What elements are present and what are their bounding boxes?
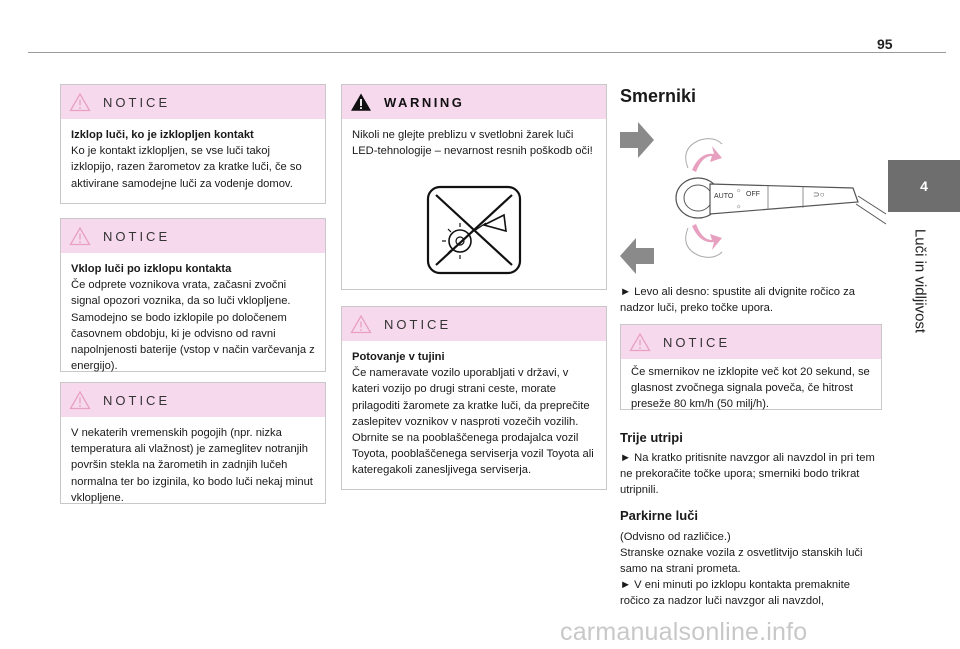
no-looking-at-led-icon	[426, 185, 522, 275]
section-title-three-flashes: Trije utripi	[620, 430, 683, 445]
top-rule	[28, 52, 946, 53]
notice-header	[61, 85, 325, 119]
instruction-text: ► Levo ali desno: spustite ali dvignite ročico za nadzor luči, preko točke upora.	[620, 286, 855, 314]
caution-icon	[629, 332, 651, 352]
svg-text:☼: ☼	[736, 188, 742, 194]
svg-text:AUTO: AUTO	[714, 193, 734, 200]
notice-heading: Izklop luči, ko je izklopljen kontakt	[71, 129, 254, 141]
parking-lights-text-2: Stranske oznake vozila z osvetlitvijo stanskih luči samo na strani prometa.	[620, 547, 863, 575]
notice-box-lights-off	[60, 84, 326, 204]
watermark: carmanualsonline.info	[560, 618, 808, 646]
three-flashes-text: ► Na kratko pritisnite navzgor ali navzdol in pri tem ne prekoračite točke upora; smerniki bodo trikrat utripnili.	[620, 452, 875, 496]
notice-header	[61, 219, 325, 253]
turn-signal-lever-illustration	[618, 118, 888, 278]
section-title-turn-signals: Smerniki	[620, 86, 697, 106]
chapter-title: Luči in vidljivost	[911, 228, 929, 333]
arrow-up-icon	[692, 146, 722, 172]
chapter-number: 4	[920, 178, 928, 194]
notice-box-turn-signal-sound	[620, 324, 882, 410]
warning-label: WARNING	[384, 94, 465, 110]
notice-text: Če smernikov ne izklopite več kot 20 sekund, se glasnost zvočnega signala poveča, če hitrost preseže 80 km/h (50 milj/h).	[631, 366, 870, 411]
svg-text:⊃○: ⊃○	[813, 190, 825, 199]
arrow-down-icon	[692, 224, 722, 250]
svg-text:☼: ☼	[736, 204, 742, 210]
notice-text: V nekaterih vremenskih pogojih (npr. nizka temperatura ali vlažnost) je zameglitev notranjih površin stekla na žarometih in zadnjih lučeh normalna ter bo izginila, ko bodo luči nekaj minut vklopljene.	[71, 427, 313, 504]
arrow-right-icon	[620, 122, 654, 158]
caution-icon	[350, 314, 372, 334]
notice-text: Če odprete voznikova vrata, začasni zvočni signal opozori voznika, da so luči vklopljene. Samodejno se bodo izklopile po določenem časovnem obdobju, ki je odvisno od ravni napolnjenosti baterije (vstop v način varčevanja z energijo).	[71, 279, 315, 373]
notice-label: NOTICE	[103, 392, 171, 408]
arrow-left-icon	[620, 238, 654, 274]
notice-label: NOTICE	[103, 228, 171, 244]
page-number: 95	[877, 36, 893, 52]
caution-icon	[69, 226, 91, 246]
svg-text:OFF: OFF	[746, 191, 760, 198]
warning-header	[342, 85, 606, 119]
notice-heading: Potovanje v tujini	[352, 351, 445, 363]
caution-icon	[69, 92, 91, 112]
notice-label: NOTICE	[663, 334, 731, 350]
notice-header	[342, 307, 606, 341]
notice-text: Če nameravate vozilo uporabljati v državi, v kateri vozijo po drugi strani ceste, morate prilagoditi žaromete za kratke luči, da preprečite zaslepitev voznikov v nasproti vozečih vozilih.	[352, 367, 590, 428]
notice-label: NOTICE	[384, 316, 452, 332]
notice-box-travel-abroad	[341, 306, 607, 490]
parking-lights-text-1: (Odvisno od različice.)	[620, 531, 731, 543]
parking-lights-text-3: ► V eni minuti po izklopu kontakta premaknite ročico za nadzor luči navzgor ali navzdol,	[620, 579, 850, 607]
notice-box-condensation	[60, 382, 326, 504]
notice-header	[621, 325, 881, 359]
section-title-parking-lights: Parkirne luči	[620, 508, 699, 523]
notice-label: NOTICE	[103, 94, 171, 110]
notice-header	[61, 383, 325, 417]
warning-box-led	[341, 84, 607, 290]
notice-heading: Vklop luči po izklopu kontakta	[71, 263, 232, 275]
caution-icon	[69, 390, 91, 410]
warning-text: Nikoli ne glejte preblizu v svetlobni žarek luči LED-tehnologije – nevarnost resnih poškodb oči!	[352, 129, 593, 158]
notice-box-lights-on	[60, 218, 326, 372]
warning-icon	[350, 92, 372, 112]
notice-text: Ko je kontakt izklopljen, se vse luči takoj izklopijo, razen žarometov za kratke luči, če so aktivirane samodejne luči za vodenje domov.	[71, 145, 302, 190]
chapter-tab[interactable]	[888, 160, 960, 212]
notice-text-2: Obrnite se na pooblaščenega prodajalca vozil Toyota, pooblaščenega serviserja vozil Toyota ali kateregakoli zanesljivega serviserja.	[352, 432, 594, 477]
